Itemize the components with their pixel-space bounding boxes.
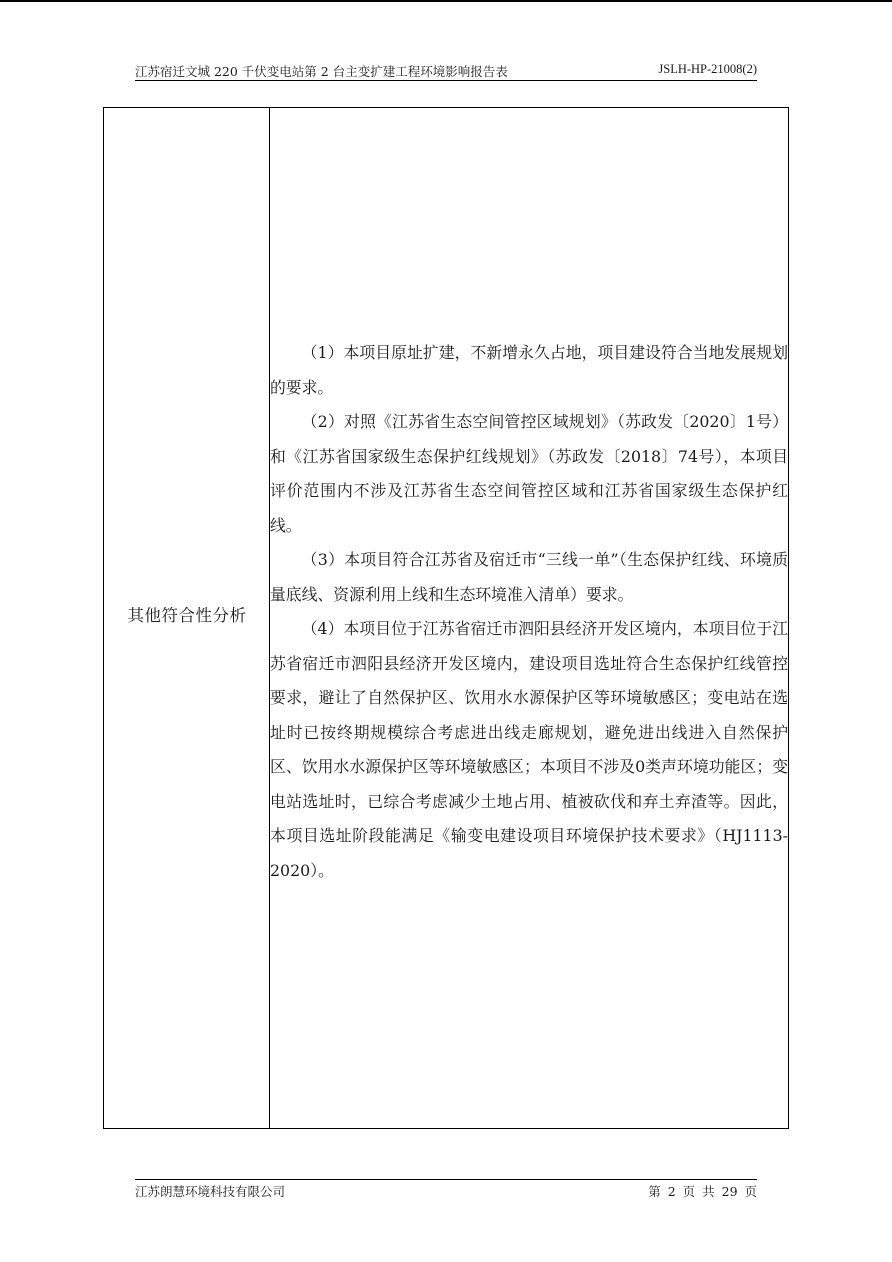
company-name: 江苏朗慧环境科技有限公司 <box>135 1184 286 1199</box>
page-top-border <box>0 0 892 2</box>
row-label: 其他符合性分析 <box>127 606 247 625</box>
analysis-content <box>270 336 788 888</box>
page-number: 第 2 页 共 29 页 <box>648 1184 757 1199</box>
footer-divider <box>135 1179 757 1180</box>
page-header <box>135 62 757 80</box>
header-divider <box>135 80 757 81</box>
paragraph-2: （2）对照《江苏省生态空间管控区域规划》（苏政发〔2020〕1号）和《江苏省国家级生态保护红线规划》（苏政发〔2018〕74号），本项目评价范围内不涉及江苏省生态空间管控区域和江苏省国家级生态保护红线。 <box>270 412 788 535</box>
paragraph-3: （3）本项目符合江苏省及宿迁市“三线一单”（生态保护红线、环境质量底线、资源利用上线和生态环境准入清单）要求。 <box>270 550 788 604</box>
paragraph-4: （4）本项目位于江苏省宿迁市泗阳县经济开发区境内，本项目位于江苏省宿迁市泗阳县经济开发区境内，建设项目选址符合生态保护红线管控要求，避让了自然保护区、饮用水水源保护区等环境敏感区；变电站在选址时已按终期规模综合考虑进出线走廊规划，避免进出线进入自然保护区、饮用水水源保护区等环境敏感区；本项目不涉及0类声环境功能区；变电站选址时，已综合考虑减少土地占用、植被砍伐和弃土弃渣等。因此，本项目选址阶段能满足《输变电建设项目环境保护技术要求》（HJ1113-2020）。 <box>270 619 788 880</box>
report-code: JSLH-HP-21008(2) <box>658 62 757 76</box>
report-title: 江苏宿迁文城 220 千伏变电站第 2 台主变扩建工程环境影响报告表 <box>135 64 508 79</box>
row-label-cell <box>104 108 270 1128</box>
paragraph-1: （1）本项目原址扩建，不新增永久占地，项目建设符合当地发展规划的要求。 <box>270 343 788 397</box>
page-footer <box>135 1182 757 1200</box>
